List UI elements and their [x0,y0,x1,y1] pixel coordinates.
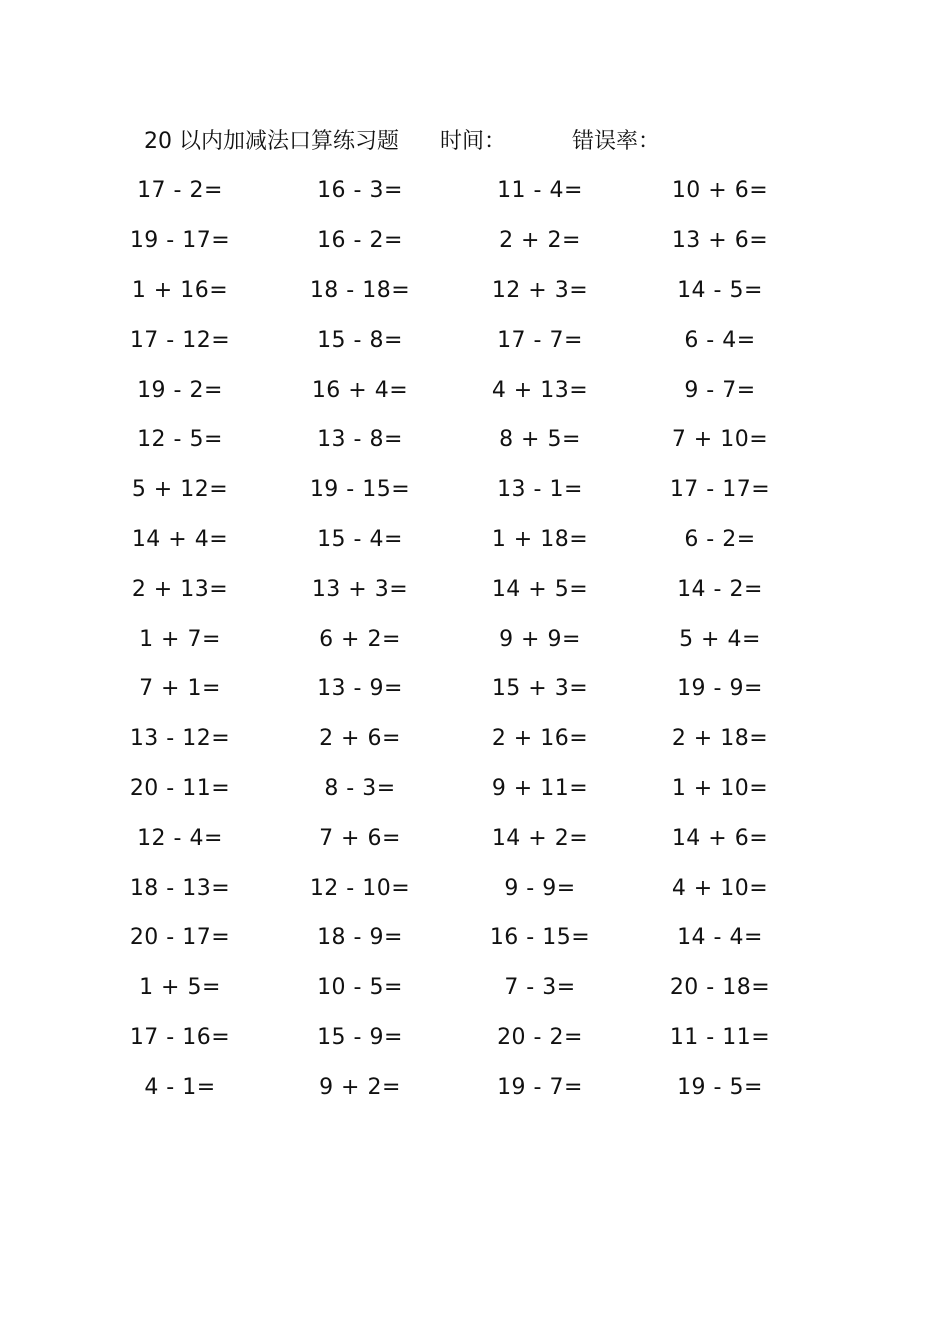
math-problem: 4 + 10= [671,875,769,901]
math-problem: 9 + 11= [491,775,589,801]
math-problem: 17 - 16= [129,1024,231,1050]
problem-row [90,515,810,565]
math-problem: 10 + 6= [671,178,769,204]
math-problem: 17 - 7= [497,327,583,353]
math-problem: 5 + 12= [131,477,229,503]
math-problem: 8 + 5= [499,427,581,453]
math-problem: 19 - 17= [129,228,231,254]
math-problem: 16 - 2= [317,228,403,254]
math-problem: 19 - 5= [677,1074,763,1100]
worksheet-header [144,124,824,160]
math-problem: 14 - 2= [677,576,763,602]
math-problem: 20 - 18= [669,975,771,1001]
problem-row [90,963,810,1013]
math-problem: 4 + 13= [491,377,589,403]
math-problem: 2 + 16= [491,726,589,752]
worksheet-title: 20 以内加减法口算练习题 [144,129,399,154]
problem-row [90,913,810,963]
math-problem: 9 + 2= [319,1074,401,1100]
error-rate-label: 错误率： [572,129,661,154]
math-problem: 14 + 4= [131,526,229,552]
math-problem: 18 - 13= [129,875,231,901]
problem-row [90,614,810,664]
math-problem: 15 - 4= [317,526,403,552]
math-problem: 1 + 7= [139,626,221,652]
math-problem: 16 + 4= [311,377,409,403]
problem-row [90,863,810,913]
problem-row [90,266,810,316]
math-problem: 10 - 5= [317,975,403,1001]
problem-row [90,1062,810,1112]
math-problem: 12 - 10= [309,875,411,901]
problem-row [90,564,810,614]
math-problem: 4 - 1= [144,1074,216,1100]
problem-row [90,465,810,515]
math-problem: 7 + 6= [319,825,401,851]
time-label: 时间： [440,129,507,154]
math-problem: 17 - 17= [669,477,771,503]
math-problem: 12 + 3= [491,277,589,303]
math-problem: 13 + 3= [311,576,409,602]
math-problem: 6 - 2= [684,526,756,552]
math-problem: 12 - 4= [137,825,223,851]
math-problem: 1 + 16= [131,277,229,303]
math-problem: 20 - 11= [129,775,231,801]
math-problem: 13 - 1= [497,477,583,503]
problem-row [90,764,810,814]
problem-row [90,415,810,465]
problem-grid [90,166,810,1112]
math-problem: 1 + 5= [139,975,221,1001]
math-problem: 6 - 4= [684,327,756,353]
problem-row [90,1013,810,1063]
math-problem: 13 + 6= [671,228,769,254]
math-problem: 2 + 2= [499,228,581,254]
problem-row [90,664,810,714]
problem-row [90,813,810,863]
problem-row [90,365,810,415]
problem-row [90,315,810,365]
math-problem: 15 + 3= [491,676,589,702]
math-problem: 1 + 18= [491,526,589,552]
math-problem: 14 + 6= [671,825,769,851]
math-problem: 19 - 7= [497,1074,583,1100]
math-problem: 11 - 11= [669,1024,771,1050]
math-problem: 16 - 3= [317,178,403,204]
math-problem: 17 - 12= [129,327,231,353]
math-problem: 12 - 5= [137,427,223,453]
problem-row [90,166,810,216]
math-problem: 9 - 7= [684,377,756,403]
math-problem: 2 + 13= [131,576,229,602]
math-problem: 14 + 2= [491,825,589,851]
math-problem: 15 - 9= [317,1024,403,1050]
math-problem: 11 - 4= [497,178,583,204]
math-problem: 1 + 10= [671,775,769,801]
math-problem: 20 - 2= [497,1024,583,1050]
math-problem: 14 + 5= [491,576,589,602]
math-problem: 20 - 17= [129,925,231,951]
math-problem: 16 - 15= [489,925,591,951]
math-problem: 6 + 2= [319,626,401,652]
math-problem: 13 - 9= [317,676,403,702]
math-problem: 7 - 3= [504,975,576,1001]
math-problem: 2 + 6= [319,726,401,752]
math-problem: 13 - 8= [317,427,403,453]
math-problem: 19 - 2= [137,377,223,403]
math-problem: 8 - 3= [324,775,396,801]
math-problem: 13 - 12= [129,726,231,752]
math-problem: 7 + 1= [139,676,221,702]
math-problem: 7 + 10= [671,427,769,453]
math-problem: 15 - 8= [317,327,403,353]
math-problem: 18 - 18= [309,277,411,303]
math-problem: 9 + 9= [499,626,581,652]
math-problem: 14 - 4= [677,925,763,951]
math-problem: 2 + 18= [671,726,769,752]
math-problem: 19 - 9= [677,676,763,702]
math-problem: 19 - 15= [309,477,411,503]
problem-row [90,216,810,266]
math-problem: 14 - 5= [677,277,763,303]
math-problem: 5 + 4= [679,626,761,652]
problem-row [90,714,810,764]
math-problem: 9 - 9= [504,875,576,901]
math-problem: 18 - 9= [317,925,403,951]
math-problem: 17 - 2= [137,178,223,204]
